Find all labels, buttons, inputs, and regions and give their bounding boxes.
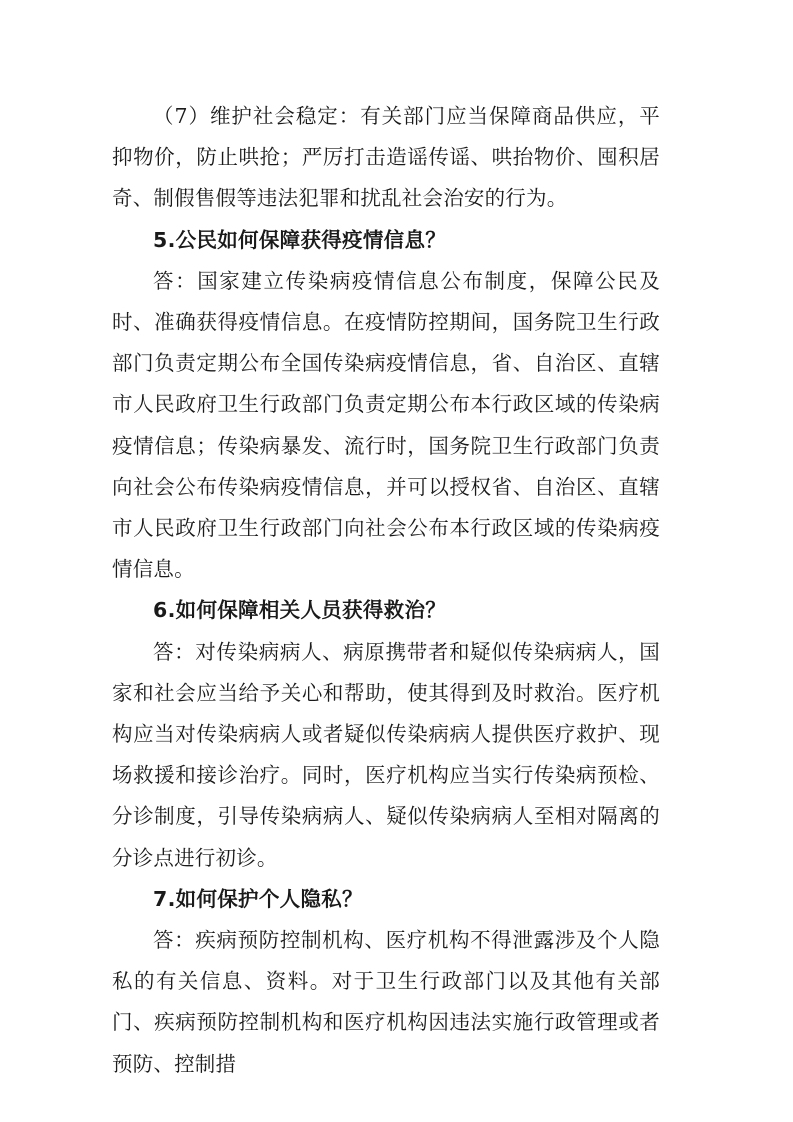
paragraph-answer-q5: 答：国家建立传染病疫情信息公布制度，保障公民及时、准确获得疫情信息。在疫情防控期间，国务院卫生行政部门负责定期公布全国传染病疫情信息，省、自治区、直辖市人民政府卫生行政部门负责定期公布本行政区域的传染病疫情信息；传染病暴发、流行时，国务院卫生行政部门负责向社会公布传染病疫情信息，并可以授权省、自治区、直辖市人民政府卫生行政部门向社会公布本行政区域的传染病疫情信息。: [112, 268, 660, 582]
document-body: [112, 96, 660, 1085]
heading-q6-treatment: 6.如何保障相关人员获得救治？: [153, 598, 447, 623]
paragraph-social-stability: （7）维护社会稳定：有关部门应当保障商品供应，平抑物价，防止哄抢；严厉打击造谣传谣、哄抬物价、囤积居奇、制假售假等违法犯罪和扰乱社会治安的行为。: [112, 104, 660, 211]
paragraph-answer-q7: 答：疾病预防控制机构、医疗机构不得泄露涉及个人隐私的有关信息、资料。对于卫生行政部门以及其他有关部门、疾病预防控制机构和医疗机构因违法实施行政管理或者预防、控制措: [112, 928, 660, 1076]
heading-q7-privacy: 7.如何保护个人隐私？: [153, 886, 363, 911]
heading-q5-epidemic-info: 5.公民如何保障获得疫情信息？: [153, 227, 447, 252]
paragraph-answer-q6: 答：对传染病病人、病原携带者和疑似传染病病人，国家和社会应当给予关心和帮助，使其得到及时救治。医疗机构应当对传染病病人或者疑似传染病病人提供医疗救护、现场救援和接诊治疗。同时，医疗机构应当实行传染病预检、分诊制度，引导传染病病人、疑似传染病病人至相对隔离的分诊点进行初诊。: [112, 639, 660, 870]
